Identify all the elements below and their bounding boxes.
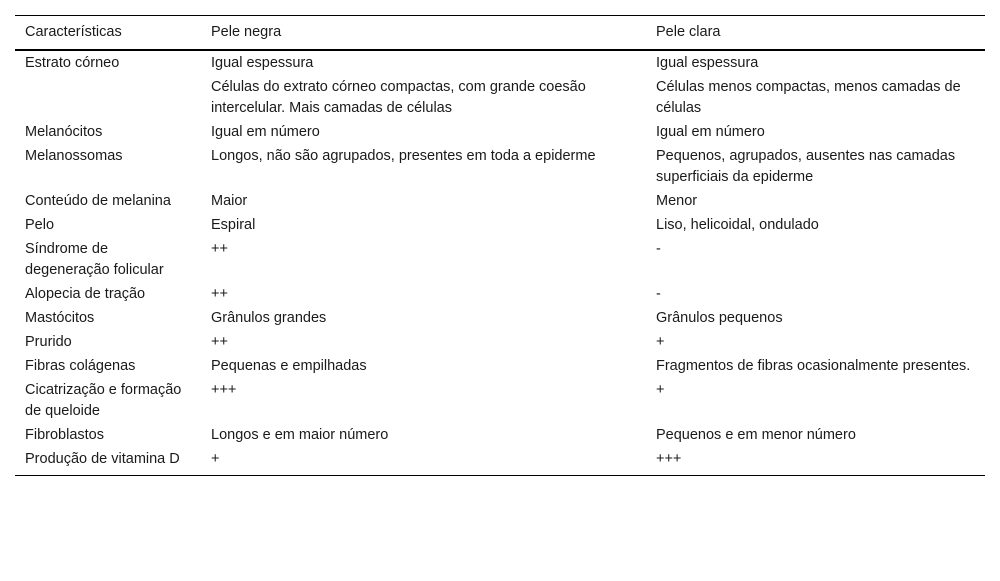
table-row	[15, 283, 985, 307]
table-row	[15, 190, 985, 214]
cell-characteristic: Estrato córneo	[25, 55, 120, 71]
cell-black-skin: ++	[211, 286, 228, 302]
cell-black-skin: Células do extrato córneo compactas, com grande coesão intercelular. Mais camadas de células	[211, 79, 586, 116]
cell-light-skin: Pequenos e em menor número	[656, 427, 856, 443]
cell-characteristic: Produção de vitamina D	[25, 451, 180, 467]
cell-characteristic: Fibras colágenas	[25, 358, 136, 374]
table-header	[15, 16, 985, 51]
table-row	[15, 76, 985, 121]
cell-black-skin: Longos e em maior número	[211, 427, 389, 443]
cell-light-skin: Igual em número	[656, 124, 765, 140]
table-row	[15, 355, 985, 379]
cell-light-skin: Grânulos pequenos	[656, 310, 783, 326]
header-black-skin: Pele negra	[211, 24, 282, 40]
cell-characteristic: Melanócitos	[25, 124, 103, 140]
cell-light-skin: Igual espessura	[656, 55, 759, 71]
table-row	[15, 145, 985, 190]
cell-black-skin: Longos, não são agrupados, presentes em toda a epiderme	[211, 148, 596, 164]
cell-black-skin: +	[211, 451, 220, 467]
table-row	[15, 424, 985, 448]
table-row	[15, 238, 985, 283]
cell-light-skin: Liso, helicoidal, ondulado	[656, 217, 819, 233]
cell-characteristic: Alopecia de tração	[25, 286, 146, 302]
cell-characteristic	[15, 76, 201, 121]
cell-black-skin: ++	[211, 334, 228, 350]
table-row	[15, 50, 985, 76]
cell-black-skin: +++	[211, 382, 237, 398]
cell-black-skin: Grânulos grandes	[211, 310, 327, 326]
cell-black-skin: Espiral	[211, 217, 256, 233]
table-row	[15, 214, 985, 238]
cell-black-skin: Igual espessura	[211, 55, 314, 71]
cell-light-skin: +	[656, 334, 665, 350]
table-row	[15, 379, 985, 424]
table-row	[15, 448, 985, 476]
cell-light-skin: Menor	[656, 193, 698, 209]
header-light-skin: Pele clara	[656, 24, 721, 40]
table-row	[15, 331, 985, 355]
cell-characteristic: Conteúdo de melanina	[25, 193, 171, 209]
table-body	[15, 50, 985, 476]
cell-black-skin: Pequenas e empilhadas	[211, 358, 367, 374]
cell-light-skin: +	[656, 382, 665, 398]
cell-characteristic: Pelo	[25, 217, 55, 233]
cell-characteristic: Mastócitos	[25, 310, 95, 326]
cell-characteristic: Melanossomas	[25, 148, 123, 164]
cell-characteristic: Fibroblastos	[25, 427, 104, 443]
cell-light-skin: -	[656, 241, 661, 257]
cell-characteristic: Cicatrização e formação de queloide	[25, 382, 182, 419]
cell-light-skin: Fragmentos de fibras ocasionalmente presentes.	[656, 358, 971, 374]
table-row	[15, 121, 985, 145]
cell-light-skin: Células menos compactas, menos camadas de células	[656, 79, 961, 116]
header-row	[15, 16, 985, 51]
cell-black-skin: Igual em número	[211, 124, 320, 140]
cell-light-skin: -	[656, 286, 661, 302]
cell-black-skin: ++	[211, 241, 228, 257]
header-characteristics: Características	[25, 24, 122, 40]
cell-characteristic: Prurido	[25, 334, 72, 350]
table-row	[15, 307, 985, 331]
cell-black-skin: Maior	[211, 193, 248, 209]
skin-comparison-table	[15, 15, 985, 476]
cell-characteristic: Síndrome de degeneração folicular	[25, 241, 164, 278]
cell-light-skin: Pequenos, agrupados, ausentes nas camadas superficiais da epiderme	[656, 148, 956, 185]
cell-light-skin: +++	[656, 451, 682, 467]
